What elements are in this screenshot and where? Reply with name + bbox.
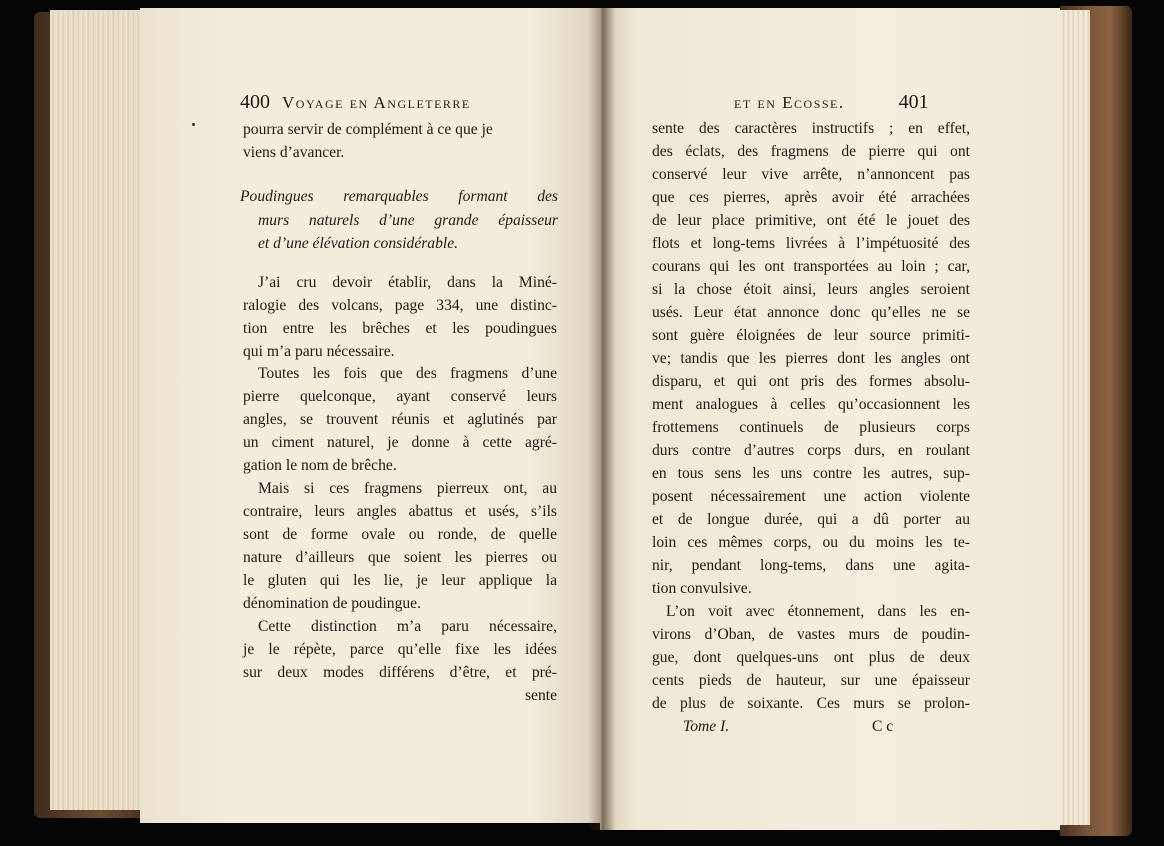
left-page-number: 400 (240, 91, 270, 113)
text-line: ment analogues à celles qu’occasionnent les (652, 396, 970, 413)
catchword: sente (524, 687, 557, 704)
section-heading: Poudingues remarquables formant des (240, 188, 558, 205)
text-line: ralogie des volcans, page 334, une distinc- (243, 297, 557, 314)
text-line: conservé leur vive arrête, n’annoncent pas (652, 166, 970, 183)
text-line: disparu, et qui ont pris des formes absolu- (652, 373, 970, 390)
text-line: ve; tandis que les pierres dont les angles ont (652, 350, 970, 367)
text-line: Toutes les fois que des fragmens d’une (258, 365, 557, 382)
text-line: virons d’Oban, de vastes murs de poudin- (652, 626, 970, 643)
text-line: flots et long-tems livrées à l’impétuosité des (652, 235, 970, 252)
text-line: nature d’ailleurs que soient les pierres ou (243, 549, 557, 566)
text-line: pierre quelconque, ayant conservé leurs (243, 388, 557, 405)
right-page (600, 8, 1060, 830)
text-line: de plus de soixante. Ces murs se prolon- (652, 695, 970, 712)
text-line: si la chose étoit ainsi, leurs angles seroient (652, 281, 970, 298)
text-line: angles, se trouvent réunis et aglutinés par (243, 411, 557, 428)
text-line: cents pieds de hauteur, sur une épaisseur (652, 672, 970, 689)
left-page-edges (50, 10, 148, 810)
text-line: usés. Leur état annonce donc qu’elles ne se (652, 304, 970, 321)
text-line: pourra servir de complément à ce que je (243, 121, 493, 138)
text-line: nir, pendant long-tems, dans une agita- (652, 557, 970, 574)
section-heading: murs naturels d’une grande épaisseur (258, 212, 558, 229)
right-running-head (734, 91, 929, 114)
text-line: sur deux modes différens d’être, et pré- (243, 664, 557, 681)
text-line: sont de forme ovale ou ronde, de quelle (243, 526, 557, 543)
volume-signature: Tome I. (683, 718, 730, 735)
right-running-title: et en Ecosse. (734, 93, 845, 112)
text-line: durs contre d’autres corps durs, en roulant (652, 442, 970, 459)
text-line: Cette distinction m’a paru nécessaire, (258, 618, 557, 635)
text-line: posent nécessairement une action violente (652, 488, 970, 505)
text-line: des éclats, des fragmens de pierre qui ont (652, 143, 970, 160)
right-page-number: 401 (898, 91, 929, 113)
text-line: le gluten qui les lie, je leur applique la (243, 572, 557, 589)
text-line: Mais si ces fragmens pierreux ont, au (258, 480, 557, 497)
left-running-head (240, 91, 471, 114)
left-page (140, 8, 600, 823)
text-line: un ciment naturel, je donne à cette agré- (243, 434, 557, 451)
text-line: gue, dont quelques-uns ont plus de deux (652, 649, 970, 666)
text-line: tion convulsive. (652, 580, 752, 597)
text-line: loin ces mêmes corps, ou du moins les te- (652, 534, 970, 551)
text-line: viens d’avancer. (243, 144, 345, 161)
text-line: L’on voit avec étonnement, dans les en- (666, 603, 970, 620)
text-line: sont guère éloignées de leur source primiti- (652, 327, 970, 344)
text-line: frottemens continuels de plusieurs corps (652, 419, 970, 436)
book-gutter (588, 8, 616, 830)
left-running-title: Voyage en Angleterre (282, 93, 471, 112)
gathering-signature: C c (872, 718, 894, 735)
text-line: qui m’a paru nécessaire. (243, 343, 395, 360)
text-line: que ces pierres, après avoir été arrachées (652, 189, 970, 206)
text-line: dénomination de poudingue. (243, 595, 421, 612)
text-line: de leur place primitive, ont été le jouet des (652, 212, 970, 229)
ink-speck (192, 123, 195, 126)
text-line: J’ai cru devoir établir, dans la Miné- (258, 274, 557, 291)
text-line: gation le nom de brêche. (243, 457, 397, 474)
text-line: courans qui les ont transportées au loin ; car, (652, 258, 970, 275)
section-heading: et d’une élévation considérable. (258, 235, 459, 252)
text-line: en tous sens les uns contre les autres, sup- (652, 465, 970, 482)
text-line: sente des caractères instructifs ; en effet, (652, 120, 970, 137)
text-line: je le répète, parce qu’elle fixe les idées (243, 641, 557, 658)
text-line: contraire, leurs angles abattus et usés, s’ils (243, 503, 557, 520)
text-line: tion entre les brêches et les poudingues (243, 320, 557, 337)
text-line: et de longue durée, qui a dû porter au (652, 511, 970, 528)
